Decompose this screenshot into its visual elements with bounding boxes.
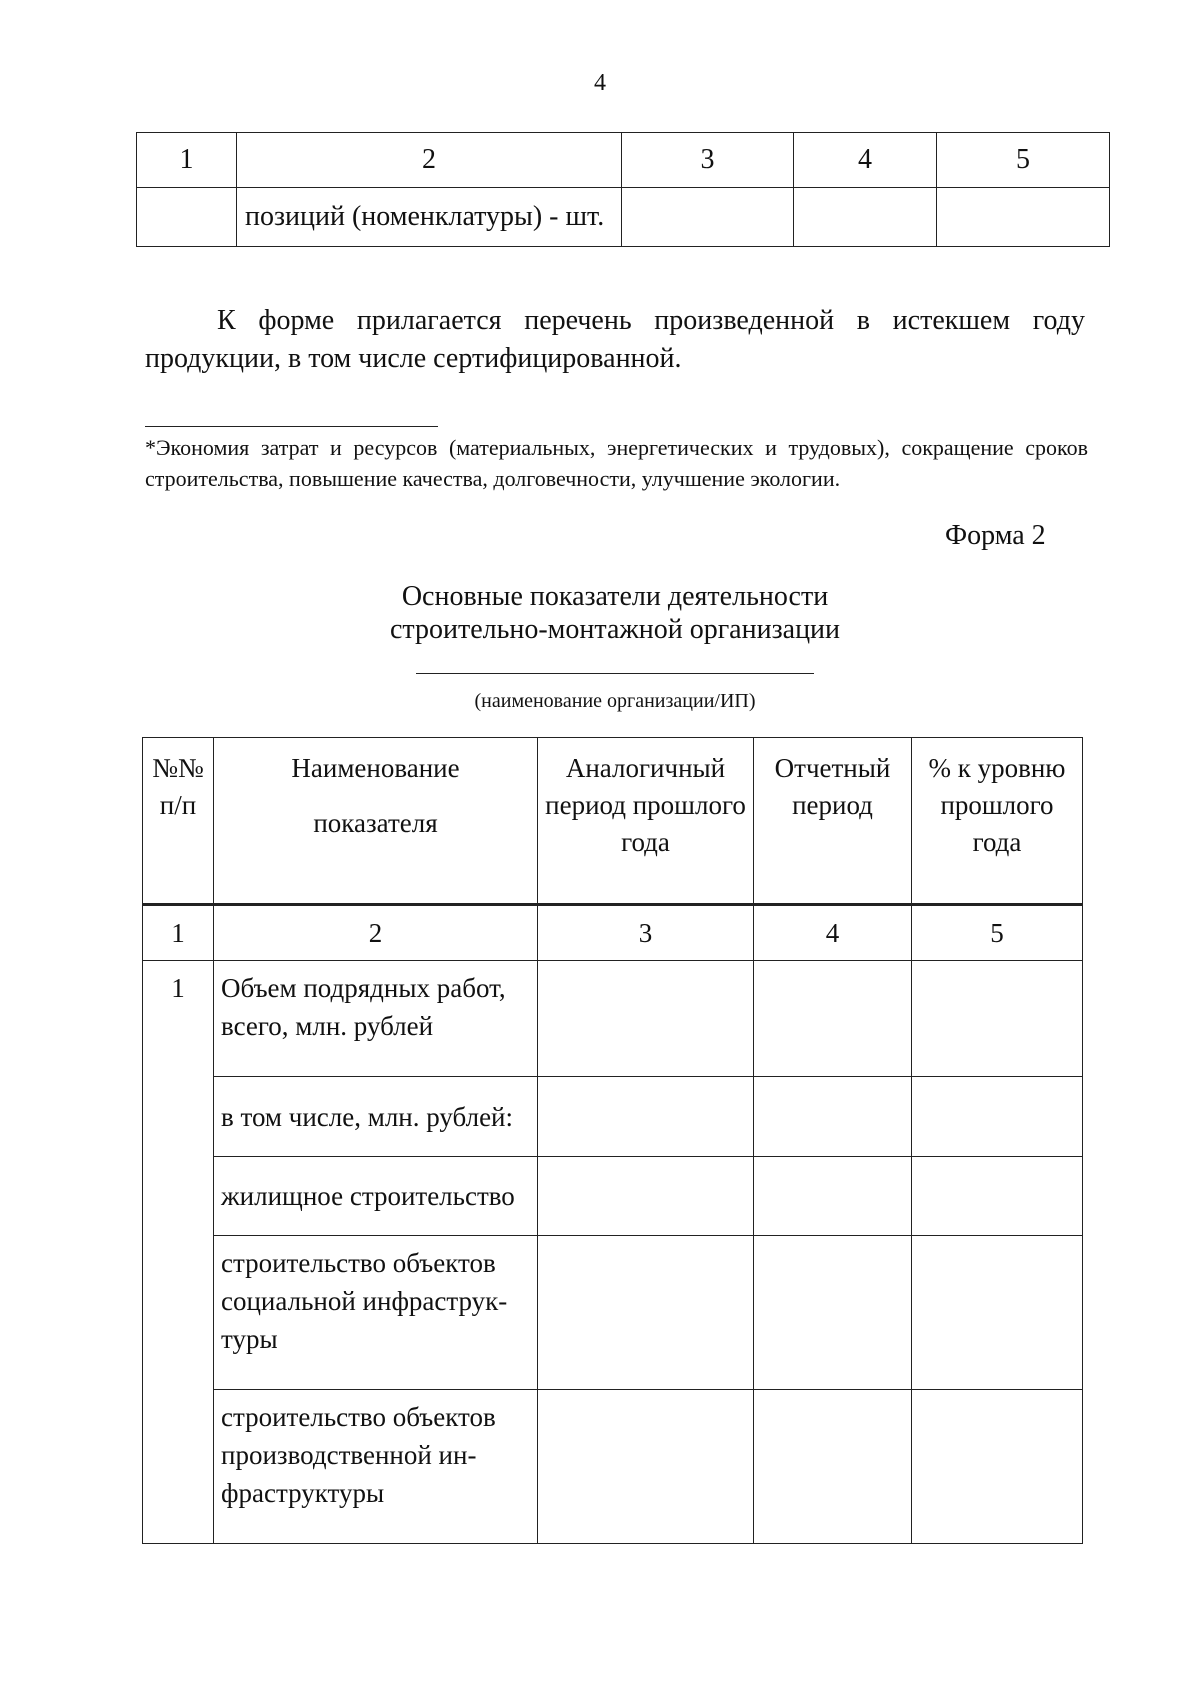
header-line: период [792, 790, 873, 820]
column-number: 2 [214, 905, 538, 961]
paragraph-text: К форме прилагается перечень произведенной в истекшем году продукции, в том числе сертифицированной. [145, 305, 1085, 374]
row-index: 1 [143, 961, 214, 1544]
organization-name-line [416, 673, 814, 674]
table-cell [754, 961, 912, 1077]
label-line: в том числе, млн. рублей: [221, 1101, 514, 1132]
label-line: социальной инфраструк- [221, 1286, 508, 1316]
table-cell [754, 1077, 912, 1157]
column-number-row [143, 905, 1083, 961]
indicator-label [214, 961, 538, 1077]
table-cell [754, 1390, 912, 1544]
column-number: 3 [538, 905, 754, 961]
table-cell [538, 1236, 754, 1390]
table-cell [538, 1077, 754, 1157]
header-line: прошлого [940, 790, 1054, 820]
continued-table [136, 132, 1110, 247]
cell-text: позиций (номенклатуры) - шт. [245, 201, 605, 232]
header-line: п/п [159, 790, 197, 820]
organization-name-caption: (наименование организации/ИП) [474, 690, 756, 712]
header-line: №№ [152, 753, 204, 783]
col-header: 5 [937, 133, 1110, 188]
indicator-label [214, 1390, 538, 1544]
footnote [145, 432, 1088, 494]
label-line: туры [221, 1324, 278, 1354]
label-line: строительство объектов [221, 1248, 496, 1278]
table-header-row [137, 133, 1110, 188]
table-cell [622, 188, 794, 247]
table-header-row [143, 738, 1083, 905]
col-header-reporting-period [754, 738, 912, 905]
attachment-paragraph [145, 302, 1085, 378]
form-title-line: Основные показатели деятельности [401, 581, 829, 612]
label-line: жилищное строительство [221, 1181, 515, 1211]
column-number: 1 [143, 905, 214, 961]
footnote-text: *Экономия затрат и ресурсов (материальных, энергетических и трудовых), сокращение сроков строительства, повышение качества, долговечности, улучшение экологии. [145, 435, 1088, 491]
table-cell [538, 961, 754, 1077]
col-header: 2 [237, 133, 622, 188]
table-cell [754, 1157, 912, 1236]
header-line: года [621, 827, 670, 857]
label-line: производственной ин- [221, 1440, 477, 1470]
table-row [143, 1236, 1083, 1390]
header-line: Отчетный [774, 753, 891, 783]
col-header: 4 [794, 133, 937, 188]
header-line: показателя [313, 808, 438, 838]
col-header: 1 [137, 133, 237, 188]
table-row [143, 1390, 1083, 1544]
col-header-previous-period [538, 738, 754, 905]
indicators-table [142, 737, 1083, 1544]
col-header: 3 [622, 133, 794, 188]
table-cell [912, 1157, 1083, 1236]
table-cell [912, 961, 1083, 1077]
header-line: % к уровню [928, 753, 1066, 783]
indicator-label [214, 1077, 538, 1157]
indicator-label [214, 1157, 538, 1236]
header-line: период прошлого [545, 790, 746, 820]
column-number: 5 [912, 905, 1083, 961]
table-row [143, 961, 1083, 1077]
header-line: года [972, 827, 1022, 857]
col-header-indicator [214, 738, 538, 905]
label-line: фраструктуры [221, 1478, 385, 1508]
table-row [137, 188, 1110, 247]
form-label: Форма 2 [945, 520, 1046, 551]
table-row [143, 1157, 1083, 1236]
table-cell [538, 1157, 754, 1236]
col-header-number [143, 738, 214, 905]
column-number: 4 [754, 905, 912, 961]
table-cell [754, 1236, 912, 1390]
page-number: 4 [594, 70, 606, 96]
table-cell [912, 1236, 1083, 1390]
table-cell [937, 188, 1110, 247]
label-line: строительство объектов [221, 1402, 496, 1432]
label-line: всего, млн. рублей [221, 1011, 434, 1041]
header-line: Аналогичный [565, 753, 726, 783]
form-title [0, 580, 1200, 646]
header-line: Наименование [291, 753, 460, 783]
table-cell [794, 188, 937, 247]
table-row [143, 1077, 1083, 1157]
table-cell [912, 1390, 1083, 1544]
footnote-separator [145, 426, 438, 427]
col-header-percent [912, 738, 1083, 905]
table-cell [237, 188, 622, 247]
form-title-line: строительно-монтажной организации [389, 614, 841, 645]
table-cell [137, 188, 237, 247]
table-cell [538, 1390, 754, 1544]
label-line: Объем подрядных работ, [221, 973, 506, 1003]
indicator-label [214, 1236, 538, 1390]
table-cell [912, 1077, 1083, 1157]
